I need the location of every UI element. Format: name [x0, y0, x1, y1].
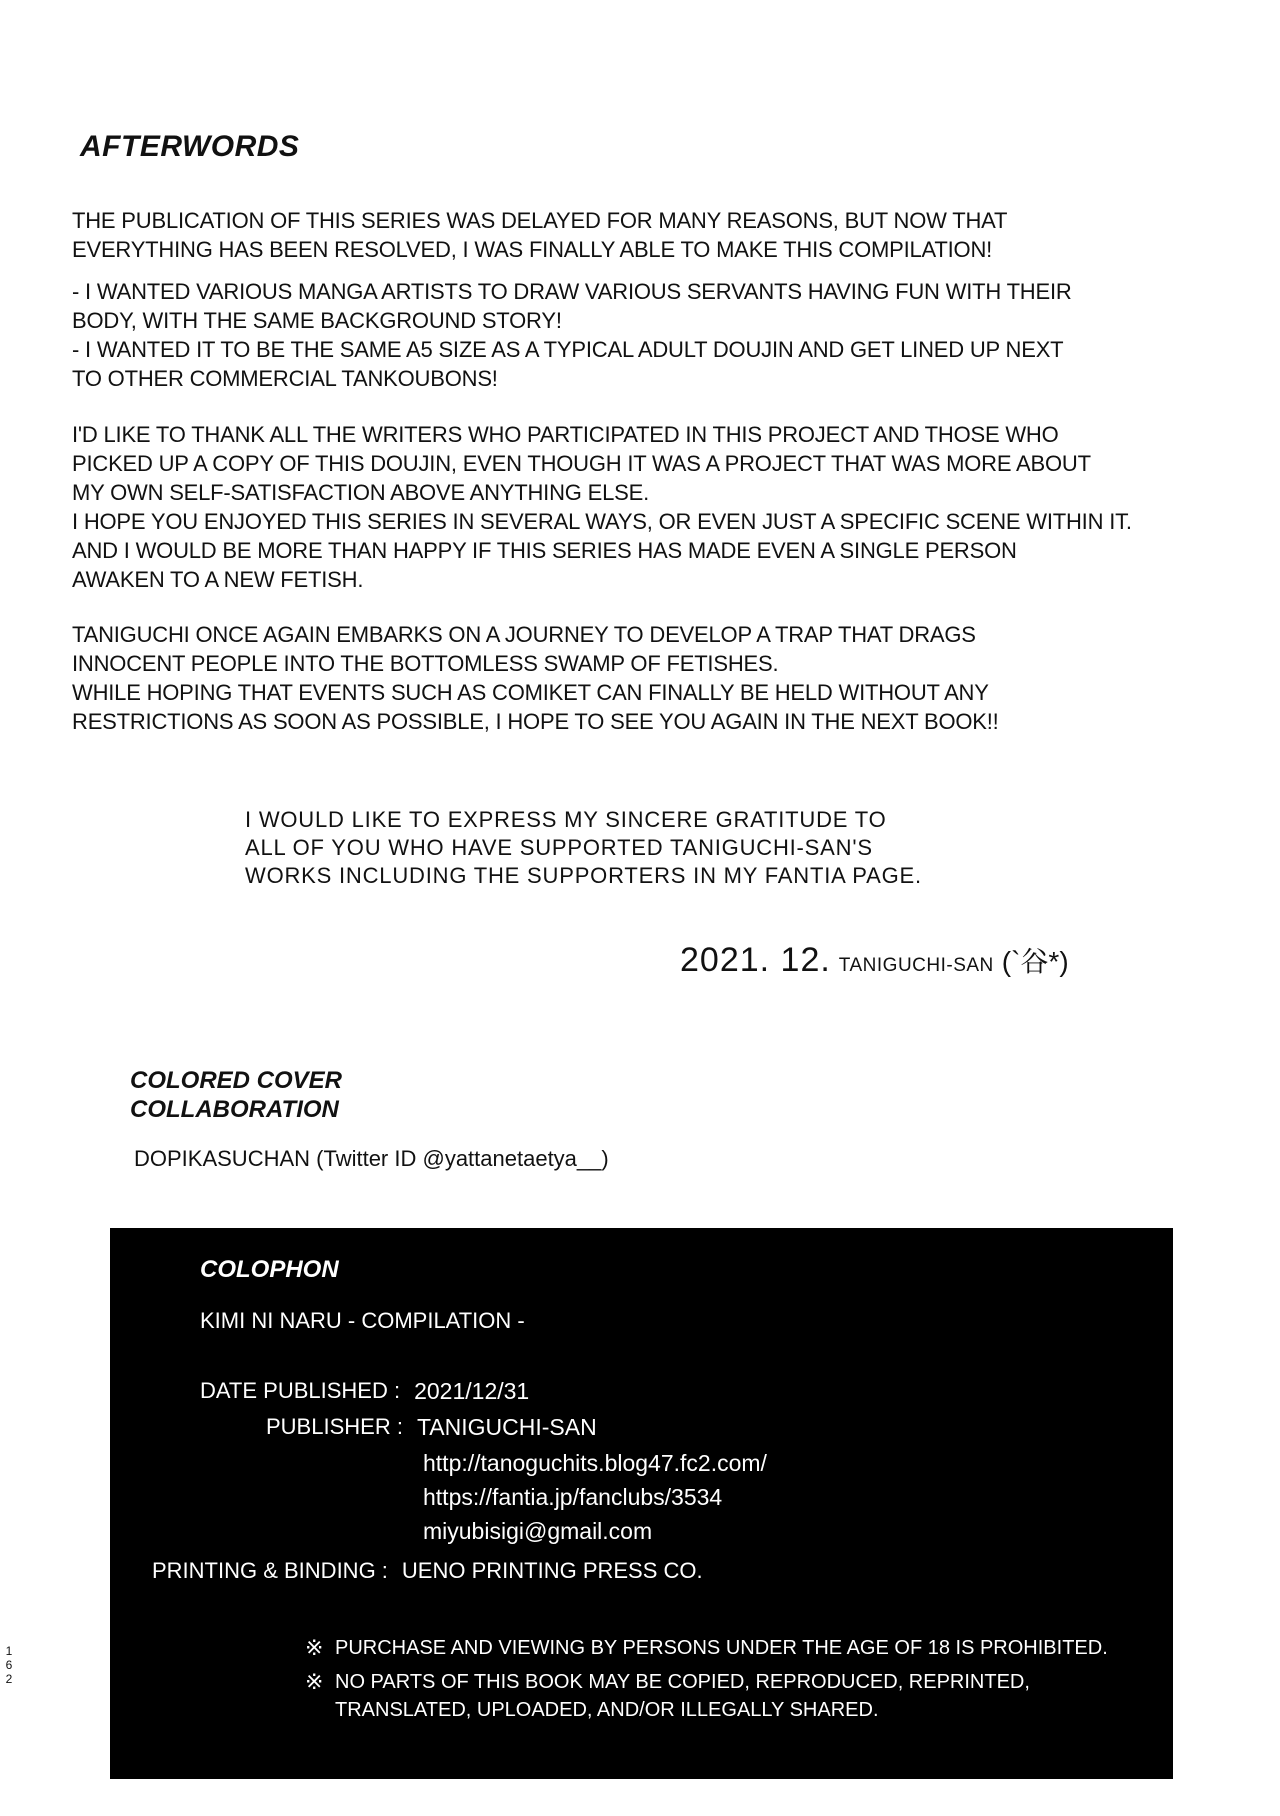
text-line: INNOCENT PEOPLE INTO THE BOTTOMLESS SWAMP OF FETISHES. — [72, 651, 779, 676]
reference-mark-icon: ※ — [305, 1669, 324, 1694]
page-digit: 6 — [5, 1658, 13, 1672]
text-line: WORKS INCLUDING THE SUPPORTERS IN MY FANTIA PAGE. — [245, 863, 922, 888]
printing-label: PRINTING & BINDING : — [152, 1558, 388, 1583]
text-line: - I WANTED IT TO BE THE SAME A5 SIZE AS A TYPICAL ADULT DOUJIN AND GET LINED UP NEXT — [72, 337, 1064, 362]
text-line: THE PUBLICATION OF THIS SERIES WAS DELAYED FOR MANY REASONS, BUT NOW THAT — [72, 208, 1008, 233]
text-line: BODY, WITH THE SAME BACKGROUND STORY! — [72, 308, 562, 333]
text-line: I HOPE YOU ENJOYED THIS SERIES IN SEVERAL WAYS, OR EVEN JUST A SPECIFIC SCENE WITHIN IT. — [72, 509, 1132, 534]
printing-row — [152, 1558, 703, 1584]
age-notice — [305, 1634, 1108, 1662]
page-number — [4, 1644, 14, 1686]
paragraph-thanks — [72, 420, 1212, 594]
text-line: TO OTHER COMMERCIAL TANKOUBONS! — [72, 366, 498, 391]
text-line: RESTRICTIONS AS SOON AS POSSIBLE, I HOPE TO SEE YOU AGAIN IN THE NEXT BOOK!! — [72, 709, 999, 734]
printing-value: UENO PRINTING PRESS CO. — [401, 1558, 703, 1583]
fantia-link[interactable]: https://fantia.jp/fanclubs/3534 — [423, 1484, 723, 1510]
text-line: AWAKEN TO A NEW FETISH. — [72, 567, 364, 592]
text-line: ALL OF YOU WHO HAVE SUPPORTED TANIGUCHI-SAN'S — [245, 835, 873, 860]
afterwords-title: AFTERWORDS — [80, 130, 300, 163]
publisher-label: PUBLISHER : — [266, 1414, 403, 1439]
notice-line: NO PARTS OF THIS BOOK MAY BE COPIED, REPRODUCED, REPRINTED, — [335, 1671, 1030, 1693]
paragraph-delay — [72, 206, 1212, 264]
cover-credit: DOPIKASUCHAN (Twitter ID @yattanetaetya__) — [134, 1146, 609, 1171]
date-published-value: 2021/12/31 — [414, 1378, 530, 1404]
text-line: COLORED COVER — [130, 1067, 343, 1094]
gratitude-note — [245, 806, 922, 890]
text-line: AND I WOULD BE MORE THAN HAPPY IF THIS SERIES HAS MADE EVEN A SINGLE PERSON — [72, 538, 1017, 563]
text-line: TANIGUCHI ONCE AGAIN EMBARKS ON A JOURNEY TO DEVELOP A TRAP THAT DRAGS — [72, 622, 976, 647]
page-digit: 1 — [5, 1644, 13, 1658]
cover-credit-title — [130, 1066, 342, 1124]
publisher-value: TANIGUCHI-SAN — [416, 1414, 597, 1440]
paragraph-goals — [72, 277, 1212, 393]
notice-text-block — [335, 1668, 1030, 1724]
book-title: KIMI NI NARU - COMPILATION - — [200, 1308, 525, 1333]
notice-line: TRANSLATED, UPLOADED, AND/OR ILLEGALLY SHARED. — [335, 1699, 879, 1721]
text-line: COLLABORATION — [130, 1096, 339, 1123]
paragraph-future — [72, 620, 1212, 736]
reference-mark-icon: ※ — [305, 1635, 324, 1660]
blog-link[interactable]: http://tanoguchits.blog47.fc2.com/ — [423, 1450, 767, 1476]
text-line: MY OWN SELF-SATISFACTION ABOVE ANYTHING ELSE. — [72, 480, 649, 505]
text-line: - I WANTED VARIOUS MANGA ARTISTS TO DRAW VARIOUS SERVANTS HAVING FUN WITH THEIR — [72, 279, 1072, 304]
page-digit: 2 — [5, 1672, 13, 1686]
notice-text: PURCHASE AND VIEWING BY PERSONS UNDER THE AGE OF 18 IS PROHIBITED. — [335, 1637, 1108, 1659]
text-line: PICKED UP A COPY OF THIS DOUJIN, EVEN THOUGH IT WAS A PROJECT THAT WAS MORE ABOUT — [72, 451, 1091, 476]
date-published-label: DATE PUBLISHED : — [200, 1378, 401, 1403]
copy-notice — [305, 1668, 1030, 1724]
text-line: WHILE HOPING THAT EVENTS SUCH AS COMIKET CAN FINALLY BE HELD WITHOUT ANY — [72, 680, 989, 705]
signature-emoticon: (`谷*) — [1001, 946, 1069, 977]
date-published-row — [200, 1378, 529, 1405]
text-line: I'D LIKE TO THANK ALL THE WRITERS WHO PARTICIPATED IN THIS PROJECT AND THOSE WHO — [72, 422, 1059, 447]
text-line: I WOULD LIKE TO EXPRESS MY SINCERE GRATITUDE TO — [245, 807, 887, 832]
signature — [680, 940, 1069, 980]
publisher-row — [266, 1414, 597, 1441]
email-link[interactable]: miyubisigi@gmail.com — [423, 1518, 653, 1544]
text-line: EVERYTHING HAS BEEN RESOLVED, I WAS FINALLY ABLE TO MAKE THIS COMPILATION! — [72, 237, 993, 262]
signature-date: 2021. 12. — [680, 941, 831, 979]
signature-name: TANIGUCHI-SAN — [838, 955, 994, 976]
colophon-box — [110, 1228, 1173, 1779]
colophon-title: COLOPHON — [200, 1256, 339, 1283]
